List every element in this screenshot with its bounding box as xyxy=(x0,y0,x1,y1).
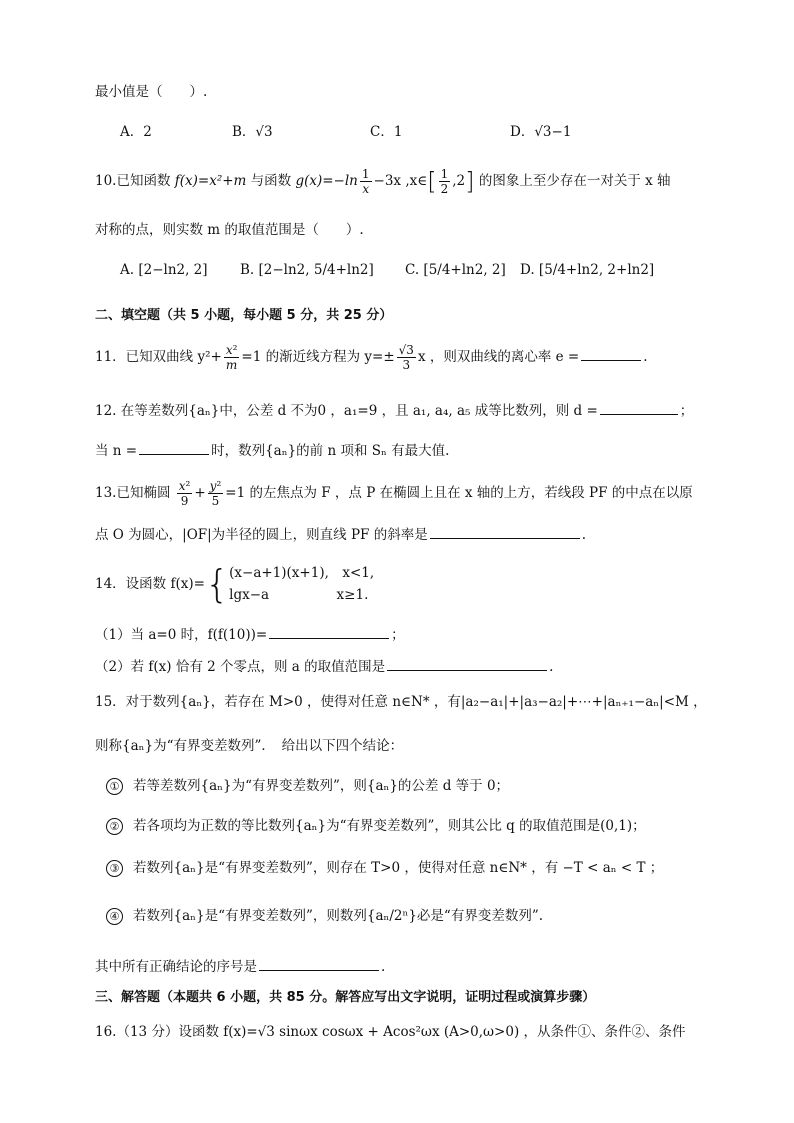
q13-end: . xyxy=(581,527,587,543)
q10-line1: 10.已知函数 f(x)=x²+m 与函数 g(x)=−ln $\frac{1}{x}$ −3x ,x∈[ $\frac{1}{2}$ ,2] 的图象上至少存在一对关于 x 轴 xyxy=(95,167,671,196)
q11-end: . xyxy=(643,349,648,365)
q10-option-a: A. [2−ln2, 2] xyxy=(120,262,208,278)
q12-n-suffix: 时，数列{aₙ}的前 n 项和 Sₙ 有最大值. xyxy=(211,443,450,459)
q13-line1: 13.已知椭圆 $\frac{\text{x²}}{9}$ + $\frac{\text{y²}}{5}$ =1 的左焦点为 F ，点 P 在椭圆上且在 x 轴的上方，若线段 PF 的中点在以原 xyxy=(95,479,693,508)
q15-mark-1: ① xyxy=(106,778,123,795)
q14-part1 xyxy=(95,624,734,645)
q10-option-c: C. [5/4+ln2, 2] xyxy=(405,262,506,278)
q10-line2: 对称的点，则实数 m 的取值范围是（ ）. xyxy=(95,222,364,238)
q12-text: 12. 在等差数列{aₙ}中，公差 d 不为0 ，a₁=9 ，且 a₁, a₄, a₅ 成等比数列，则 d = xyxy=(95,403,598,419)
q13-prefix: 13.已知椭圆 xyxy=(95,485,175,501)
q13-line2-text: 点 O 为圆心，|OF|为半径的圆上，则直线 PF 的斜率是 xyxy=(95,527,428,543)
q9-option-c: C．1 xyxy=(370,124,403,140)
q11-prefix: 11．已知双曲线 y²+ xyxy=(95,349,222,365)
q15-line1: 15．对于数列{aₙ}，若存在 M>0 ，使得对任意 n∈N* ，有|a₂−a₁|+|a₃−a₂|+⋯+|aₙ₊₁−aₙ|<M ， xyxy=(95,694,707,710)
q11-x2-over-m: $\frac{\text{x²}}{m}$ xyxy=(225,343,238,372)
q12-line1 xyxy=(95,400,734,421)
q15-line2: 则称{aₙ}为“有界变差数列”． 给出以下四个结论： xyxy=(95,738,404,754)
q15-item-1 xyxy=(106,776,734,796)
q14-piecewise xyxy=(229,562,374,606)
q13-y2-over-5: $\frac{\text{y²}}{5}$ xyxy=(209,479,222,508)
section2-title: 二、填空题（共 5 小题，每小题 5 分，共 25 分） xyxy=(95,308,393,323)
q11-sqrt3-over-3: $\frac{√3}{3}$ xyxy=(398,343,414,372)
q10-mid: 与函数 xyxy=(246,173,296,189)
q14-row1: (x−a+1)(x+1), x<1, xyxy=(229,565,375,581)
q11-tail: x ，则双曲线的离心率 e = xyxy=(417,349,580,365)
q9-option-b: B．√3 xyxy=(232,124,273,140)
q10-option-b: B. [2−ln2, 5/4+ln2] xyxy=(240,262,374,278)
q10-suffix: 的图象上至少存在一对关于 x 轴 xyxy=(474,173,671,189)
q11-line xyxy=(95,340,734,374)
q16-line: 16.（13 分）设函数 f(x)=√3 sinωx cosωx + Acos²ωx (A>0,ω>0) ，从条件①、条件②、条件 xyxy=(95,1024,686,1040)
q11-answer-blank[interactable] xyxy=(581,346,641,361)
q15-answer-blank[interactable] xyxy=(259,956,379,971)
q12-n-prefix: 当 n = xyxy=(95,443,138,459)
q12-line2 xyxy=(95,440,734,461)
q12-d-blank[interactable] xyxy=(600,400,678,415)
q9-option-a: A．2 xyxy=(120,124,152,140)
q9-tail-text: 最小值是（ ）. xyxy=(95,84,208,100)
q12-line1-end: ； xyxy=(679,403,694,419)
q10-one-over-x: $\frac{1}{x}$ xyxy=(361,167,370,196)
q15-item-2-text: 若各项均为正数的等比数列{aₙ}为“有界变差数列”，则其公比 q 的取值范围是(0,1)； xyxy=(133,818,646,834)
q10-half: $\frac{1}{2}$ xyxy=(440,167,449,196)
q13-mid: =1 的左焦点为 F ，点 P 在椭圆上且在 x 轴的上方，若线段 PF 的中点在以原 xyxy=(225,485,693,501)
q14-p2-blank[interactable] xyxy=(387,656,547,671)
q15-mark-4: ④ xyxy=(106,908,123,925)
q10-option-d: D. [5/4+ln2, 2+ln2] xyxy=(520,262,655,278)
q15-conclusion-end: . xyxy=(381,959,386,975)
q13-answer-blank[interactable] xyxy=(430,524,580,539)
q15-conclusion-text: 其中所有正确结论的序号是 xyxy=(95,959,257,975)
q15-mark-3: ③ xyxy=(106,860,123,877)
q15-item-3 xyxy=(106,858,734,878)
q14-p2-end: . xyxy=(549,659,554,675)
q15-item-4-text: 若数列{aₙ}是“有界变差数列”，则数列{aₙ/2ⁿ}必是“有界变差数列”. xyxy=(133,908,544,924)
q15-item-3-text: 若数列{aₙ}是“有界变差数列”，则存在 T>0 ，使得对任意 n∈N* ，有 −T < aₙ < T ； xyxy=(133,860,664,876)
q14-p1-text: （1）当 a=0 时，f(f(10))= xyxy=(95,627,268,643)
q14-p1-blank[interactable] xyxy=(269,624,389,639)
q15-item-2 xyxy=(106,816,734,836)
q10-g-tail: −3x ,x∈ xyxy=(373,173,428,189)
q10-g-expr: g(x)=−ln xyxy=(295,173,358,189)
q11-mid: =1 的渐近线方程为 y=± xyxy=(241,349,395,365)
q14-p1-end: ； xyxy=(391,627,405,643)
q9-option-d: D．√3−1 xyxy=(510,124,572,140)
q14-part2 xyxy=(95,656,734,677)
q13-line2 xyxy=(95,524,734,545)
q14-p2-text: （2）若 f(x) 恰有 2 个零点，则 a 的取值范围是 xyxy=(95,659,386,675)
q12-n-blank[interactable] xyxy=(139,440,209,455)
q15-item-1-text: 若等差数列{aₙ}为“有界变差数列”，则{aₙ}的公差 d 等于 0； xyxy=(133,778,510,794)
q15-conclusion xyxy=(95,956,734,977)
section3-title: 三、解答题（本题共 6 小题，共 85 分。解答应写出文字说明，证明过程或演算步骤） xyxy=(95,990,596,1005)
q14-prefix: 14．设函数 f(x)= xyxy=(95,576,205,592)
q10-f-expr: f(x)=x²+m xyxy=(174,173,247,189)
q14-row2: lgx−a x≥1. xyxy=(229,587,369,603)
q13-x2-over-9: $\frac{\text{x²}}{9}$ xyxy=(178,479,191,508)
q14-definition: 14．设函数 f(x)={ (x−a+1)(x+1), x<1, lgx−a x≥1. xyxy=(95,562,375,606)
q15-mark-2: ② xyxy=(106,818,123,835)
q15-item-4 xyxy=(106,906,734,926)
q10-prefix: 10.已知函数 xyxy=(95,173,175,189)
